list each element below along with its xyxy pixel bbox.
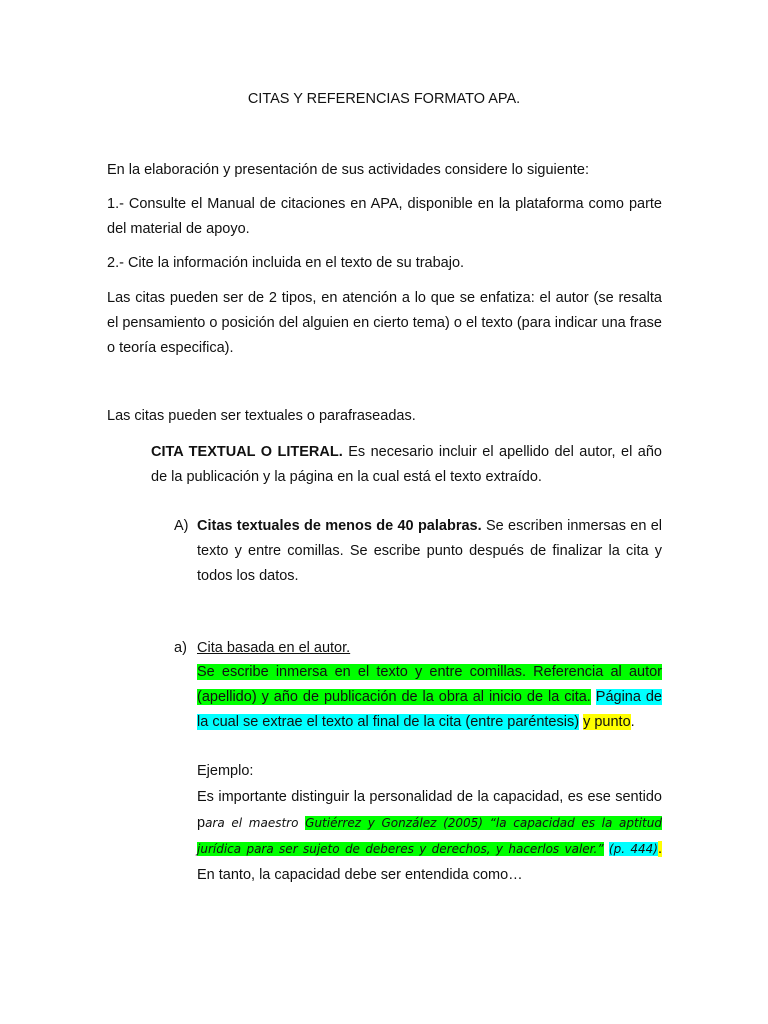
item-A-paragraph [197,514,662,589]
citation-types-paragraph: Las citas pueden ser de 2 tipos, en atención a lo que se enfatiza: el autor (se resalta el pensamiento o posición del alguien en cierto tema) o el texto (para indicar una frase o teoría especifica). [107,290,662,356]
item-a-paragraph [197,660,662,735]
item-A-heading: Citas textuales de menos de 40 palabras. [197,518,482,534]
document-title: CITAS Y REFERENCIAS FORMATO APA. [247,91,521,107]
example-label: Ejemplo: [197,763,254,779]
citation-kinds-paragraph: Las citas pueden ser textuales o parafraseadas. [107,408,416,424]
item-a-marker: a) [174,640,187,656]
example-lead-italic: ara el maestro [205,816,306,830]
example-period: . [657,841,662,857]
example-quote: Gutiérrez y González (2005) “la capacidad es la aptitud jurídica para ser sujeto de deberes y derechos, y hacerlos valer.” [197,816,662,856]
example-lead: Es importante distinguir la personalidad de la capacidad, es ese sentido p [197,789,662,831]
green-highlight-text: Se escribe inmersa en el texto y entre comillas. Referencia al autor (apellido) y año de publicación de la obra al inicio de la cita. [197,664,662,705]
item-a-heading [197,636,662,661]
cita-textual-paragraph [151,440,662,490]
yellow-highlight-text: y punto [583,714,631,730]
example-tail: En tanto, la capacidad debe ser entendida como… [197,867,523,883]
item-A-marker: A) [174,518,189,534]
intro-paragraph: En la elaboración y presentación de sus actividades considere lo siguiente: [107,162,590,178]
item-a-end: . [630,714,635,730]
point-1-paragraph: 1.- Consulte el Manual de citaciones en APA, disponible en la plataforma como parte del material de apoyo. [107,196,662,237]
cita-textual-text: Es necesario incluir el apellido del autor, el año de la publicación y la página en la cual está el texto extraído. [151,444,662,485]
example-page: (p. 444) [608,842,658,856]
item-A-text: Se escriben inmersas en el texto y entre comillas. Se escribe punto después de finalizar la cita y todos los datos. [197,518,663,584]
cyan-highlight-text: Página de la cual se extrae el texto al final de la cita (entre paréntesis) [197,689,662,730]
point-2-paragraph: 2.- Cite la información incluida en el texto de su trabajo. [107,255,465,271]
cita-textual-heading: CITA TEXTUAL O LITERAL. [151,444,343,460]
item-a-heading-text: Cita basada en el autor. [197,640,351,656]
example-paragraph [197,784,662,888]
